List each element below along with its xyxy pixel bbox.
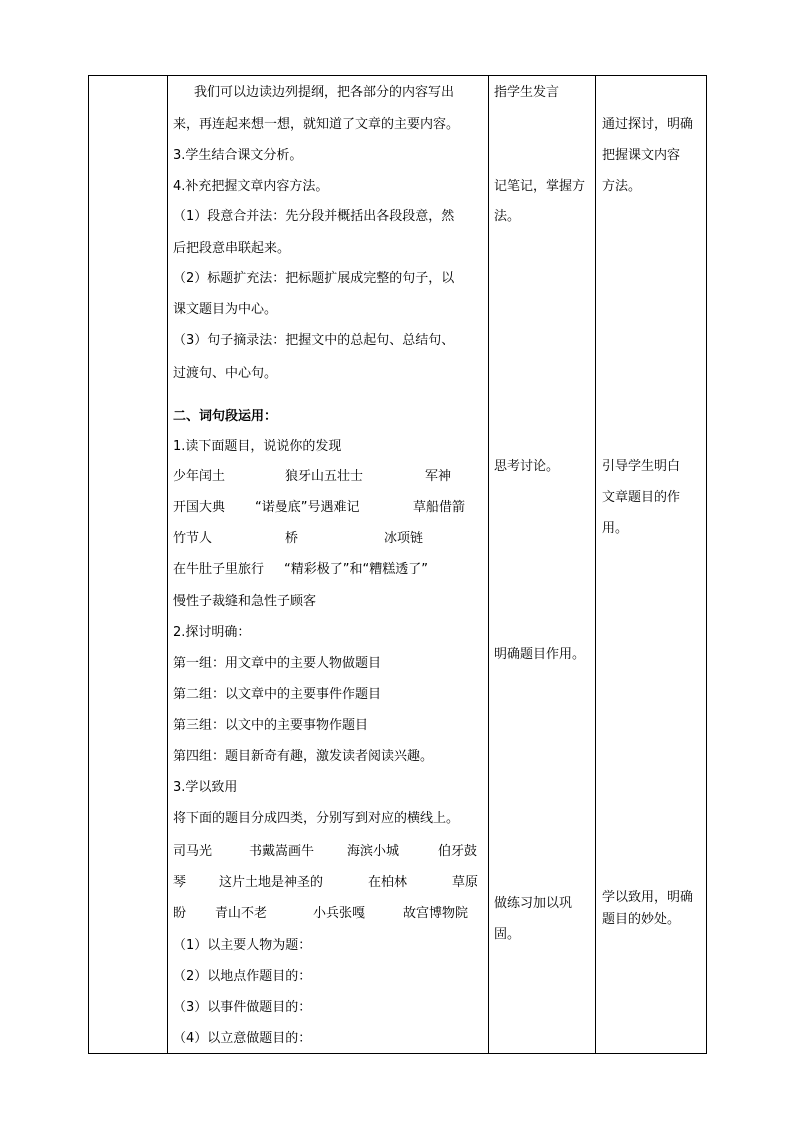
content-line: 1.读下面题目，说说你的发现 [173,439,342,454]
student-activity-text: 法。 [494,209,521,224]
design-intent-text: 把握课文内容 [602,148,681,163]
content-line: （2）标题扩充法：把标题扩展成完整的句子，以 [173,271,455,286]
content-line: 课文题目为中心。 [173,302,278,317]
design-intent-text: 引导学生明白 [602,459,681,474]
title-item: 故宫博物院 [403,906,469,921]
title-item: 司马光 [173,844,213,859]
column-divider-3 [595,75,596,1054]
content-line: 我们可以边读边列提纲，把各部分的内容写出 [194,85,455,100]
section-heading: 二、词句段运用： [173,409,278,424]
column-divider-2 [488,75,489,1054]
content-line: （3）以事件做题目的： [173,1000,312,1015]
content-line: 3.学生结合课文分析。 [173,148,303,163]
content-line: （3）句子摘录法：把握文中的总起句、总结句、 [173,333,455,348]
table-bottom-border [88,1053,707,1054]
table-top-border [88,75,707,76]
title-item: 盼 [173,906,187,921]
content-line: （2）以地点作题目的： [173,969,312,984]
title-item: 开国大典 [173,500,226,515]
title-item: 在牛肚子里旅行 [173,562,265,577]
table-right-border [706,75,707,1054]
student-activity-text: 做练习加以巩 [494,896,573,911]
title-item: “精彩极了”和“糟糕透了” [284,562,428,577]
design-intent-text: 文章题目的作 [602,490,681,505]
title-item: 军神 [425,469,452,484]
content-line: 第四组：题目新奇有趣，激发读者阅读兴趣。 [173,749,434,764]
title-item: 书戴嵩画牛 [249,844,315,859]
title-item: 冰项链 [384,531,424,546]
title-item: 狼牙山五壮士 [285,469,364,484]
title-item: “诺曼底”号遇难记 [255,500,360,515]
content-line: （1）段意合并法：先分段并概括出各段段意，然 [173,209,455,224]
table-left-border [88,75,89,1054]
design-intent-text: 学以致用，明确 [602,890,694,905]
content-line: （1）以主要人物为题： [173,938,312,953]
title-item: 琴 [173,875,187,890]
student-activity-text: 固。 [494,927,521,942]
title-item: 草原 [452,875,479,890]
title-item: 草船借箭 [413,500,466,515]
student-activity-text: 明确题目作用。 [494,647,586,662]
content-line: 后把段意串联起来。 [173,241,291,256]
content-line: 第二组：以文章中的主要事件作题目 [173,687,382,702]
title-item: 青山不老 [215,906,268,921]
title-item: 小兵张嘎 [313,906,366,921]
design-intent-text: 方法。 [602,179,642,194]
content-line: 第三组：以文中的主要事物作题目 [173,718,369,733]
content-line: 2.探讨明确： [173,625,251,640]
content-line: 来，再连起来想一想，就知道了文章的主要内容。 [173,117,460,132]
student-activity-text: 记笔记，掌握方 [494,179,586,194]
content-line: （4）以立意做题目的： [173,1031,312,1046]
title-item: 竹节人 [173,531,213,546]
title-item: 慢性子裁缝和急性子顾客 [173,594,317,609]
design-intent-text: 用。 [602,521,629,536]
content-line: 过渡句、中心句。 [173,366,278,381]
column-divider-1 [167,75,168,1054]
design-intent-text: 通过探讨，明确 [602,117,694,132]
content-line: 第一组：用文章中的主要人物做题目 [173,656,382,671]
title-item: 海滨小城 [347,844,400,859]
content-line: 4.补充把握文章内容方法。 [173,179,329,194]
student-activity-text: 指学生发言 [494,85,560,100]
content-line: 将下面的题目分成四类，分别写到对应的横线上。 [173,811,460,826]
title-item: 桥 [285,531,299,546]
title-item: 伯牙鼓 [438,844,478,859]
student-activity-text: 思考讨论。 [494,459,560,474]
title-item: 这片土地是神圣的 [219,875,324,890]
design-intent-text: 题目的妙处。 [602,912,681,927]
content-line: 3.学以致用 [173,780,238,795]
title-item: 在柏林 [368,875,408,890]
title-item: 少年闰土 [173,469,226,484]
